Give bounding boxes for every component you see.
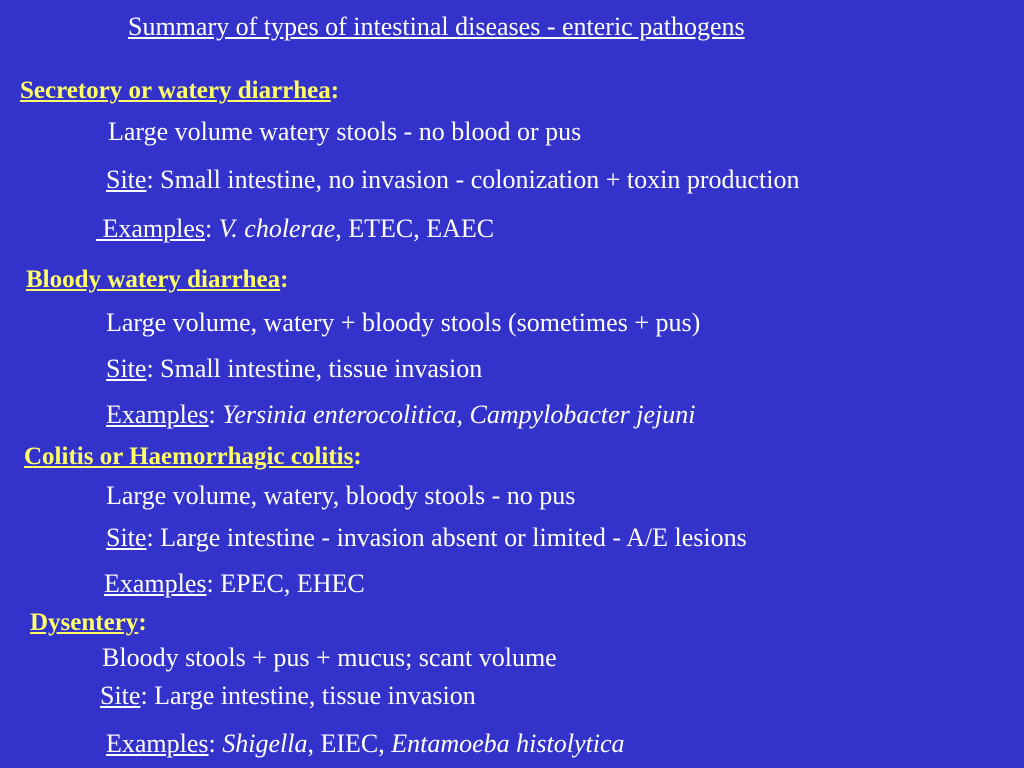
site-text: : Large intestine - invasion absent or limited - A/E lesions — [146, 523, 747, 552]
section-description-colitis: Large volume, watery, bloody stools - no pus — [106, 481, 576, 510]
section-site-colitis — [106, 525, 747, 551]
examples-text: : — [208, 729, 223, 758]
site-text: : Small intestine, tissue invasion — [146, 354, 483, 383]
site-text: : Large intestine, tissue invasion — [140, 681, 476, 710]
slide-title: Summary of types of intestinal diseases - enteric pathogens — [128, 12, 745, 41]
examples-organism: Yersinia enterocolitica, Campylobacter jejuni — [222, 400, 696, 429]
section-heading-secretory — [20, 78, 339, 103]
heading-colon: : — [353, 443, 362, 470]
site-label: Site — [106, 523, 147, 552]
site-label: Site — [106, 354, 147, 383]
examples-text: : — [208, 400, 223, 429]
heading-text: Dysentery — [30, 609, 139, 636]
examples-label: Examples — [102, 214, 206, 243]
section-site-bloody-watery — [106, 356, 482, 382]
section-description-secretory: Large volume watery stools - no blood or pus — [108, 117, 582, 146]
section-description-dysentery: Bloody stools + pus + mucus; scant volume — [102, 643, 557, 672]
heading-text: Secretory or watery diarrhea — [20, 77, 331, 104]
section-site-secretory — [106, 167, 799, 193]
examples-organism: Entamoeba histolytica — [391, 729, 625, 758]
heading-colon: : — [138, 609, 147, 636]
site-label: Site — [106, 165, 147, 194]
examples-organism: Shigella — [222, 729, 308, 758]
section-examples-bloody-watery — [106, 402, 696, 428]
heading-colon: : — [280, 266, 289, 293]
examples-label: Examples — [104, 569, 207, 598]
site-label: Site — [100, 681, 141, 710]
section-heading-colitis — [24, 444, 362, 469]
examples-text: , ETEC, EAEC — [335, 214, 495, 243]
section-description-bloody-watery: Large volume, watery + bloody stools (sometimes + pus) — [106, 308, 701, 337]
heading-text: Colitis or Haemorrhagic colitis — [24, 443, 354, 470]
examples-label: Examples — [106, 400, 209, 429]
section-examples-dysentery — [106, 731, 625, 757]
section-examples-secretory — [96, 216, 494, 242]
examples-text: , EIEC, — [307, 729, 392, 758]
examples-text: : EPEC, EHEC — [206, 569, 365, 598]
section-heading-bloody-watery — [26, 267, 288, 292]
section-examples-colitis — [104, 571, 365, 597]
examples-organism: V. cholerae — [218, 214, 336, 243]
examples-label: Examples — [106, 729, 209, 758]
heading-text: Bloody watery diarrhea — [26, 266, 281, 293]
site-text: : Small intestine, no invasion - colonization + toxin production — [146, 165, 800, 194]
heading-colon: : — [330, 77, 340, 104]
section-site-dysentery — [100, 683, 476, 709]
section-heading-dysentery — [30, 610, 147, 635]
examples-text: : — [205, 214, 219, 243]
